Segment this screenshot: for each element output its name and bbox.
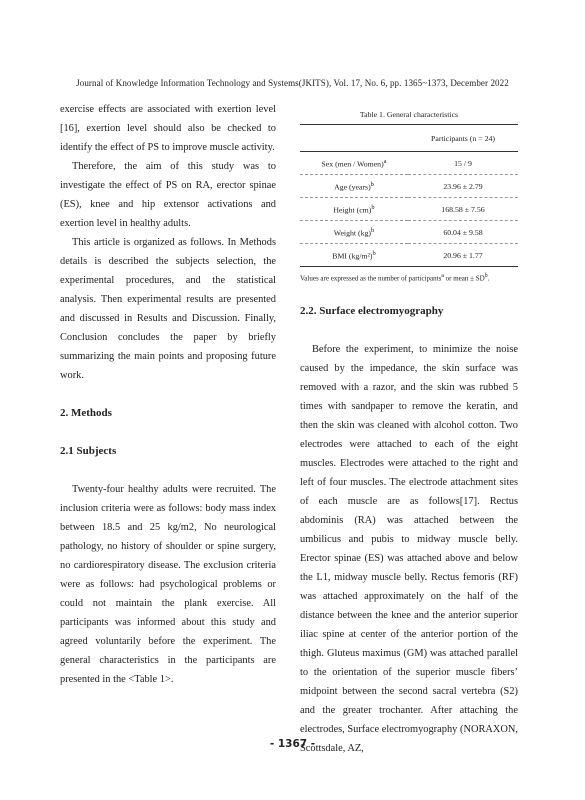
- table-caption: Table 1. General characteristics: [359, 110, 459, 119]
- table-header-row: [300, 125, 518, 152]
- running-head: Journal of Knowledge Information Technology and Systems(JKITS), Vol. 17, No. 6, pp. 1365~1373, December 2022: [76, 78, 509, 88]
- table-row: [300, 221, 518, 244]
- paragraph-semg: Before the experiment, to minimize the noise caused by the impedance, the skin surface was removed with a razor, and the skin was rubbed 5 times with sandpaper to remove the keratin, and then the skin was cleaned with alcohol cotton. Two electrodes were attached to each of the eight muscles. Electrodes were attached to the right and left of four muscles. The electrode attachment sites of each muscle are as follows[17]. Rectus abdominis (RA) was attached between the umbilicus and pubis to midway muscle belly. Erector spinae (ES) was attached above and below the L1, midway muscle belly. Rectus femoris (RF) was attached approximately on the half of the distance between the knee and the anterior superior iliac spine at center of the anterior portion of the thigh. Gluteus maximus (GM) was attached parallel to the orientation of the superior muscle fibers’ midpoint between the second sacral vertebra (S2) and the greater trochanter. After attaching the electrodes, Surface electromyography (NORAXON, Scottsdale, AZ,: [300, 344, 518, 755]
- row-value: 15 / 9: [408, 152, 518, 175]
- row-value: 168.58 ± 7.56: [408, 198, 518, 221]
- paragraph-organization: This article is organized as follows. In Methods details is described the subjects selection, the experimental procedures, and the statistical analysis. Then experimental results are presented and discussed in Results and Discussion. Finally, Conclusion concludes the paper by briefly summarizing the main points and proposing future work.: [60, 237, 276, 381]
- row-label: BMI $(kg/m^2)^b$: [300, 244, 408, 267]
- right-column: [300, 110, 518, 758]
- row-value: 23.96 ± 2.79: [408, 175, 518, 198]
- section-heading-semg: 2.2. Surface electromyography: [300, 305, 444, 318]
- row-label: Height (cm)$^b$: [300, 198, 408, 221]
- table-footnote: Values are expressed as the number of participants$^a$ or mean ± $SD^b$.: [300, 273, 490, 283]
- paragraph-aim: Therefore, the aim of this study was to investigate the effect of PS on RA, erector spinae (ES), knee and hip extensor activations and exertion level in healthy adults.: [60, 161, 276, 229]
- section-heading-methods: 2. Methods: [60, 407, 112, 419]
- table-row: [300, 198, 518, 221]
- row-label: Weight (kg)$^b$: [300, 221, 408, 244]
- row-label: Sex (men / Women)$^a$: [300, 152, 408, 175]
- paragraph-subjects: Twenty-four healthy adults were recruited. The inclusion criteria were as follows: body mass index between 18.5 and 25 kg/m2, No neurological pathology, no history of shoulder or spine surgery, no cardiorespiratory disease. The exclusion criteria were as follows: had psychological problems or could not maintain the plank exercise. All participants was informed about this study and agreed voluntarily before the experiment. The general characteristics in the participants are presented in the <Table 1>.: [60, 484, 276, 685]
- general-characteristics-table: [300, 124, 518, 267]
- paragraph-continued: exercise effects are associated with exertion level [16], exertion level should also be checked to identify the effect of PS to improve muscle activity.: [60, 104, 276, 153]
- table-1: [300, 110, 518, 283]
- row-value: 60.04 ± 9.58: [408, 221, 518, 244]
- page-number: - 1367 -: [269, 738, 316, 750]
- column-header: Participants (n = 24): [408, 125, 518, 152]
- row-label: Age (years)$^b$: [300, 175, 408, 198]
- table-row: [300, 152, 518, 175]
- left-column: [60, 100, 276, 689]
- table-row: [300, 175, 518, 198]
- table-row: [300, 244, 518, 267]
- section-heading-subjects: 2.1 Subjects: [60, 445, 117, 457]
- row-value: 20.96 ± 1.77: [408, 244, 518, 267]
